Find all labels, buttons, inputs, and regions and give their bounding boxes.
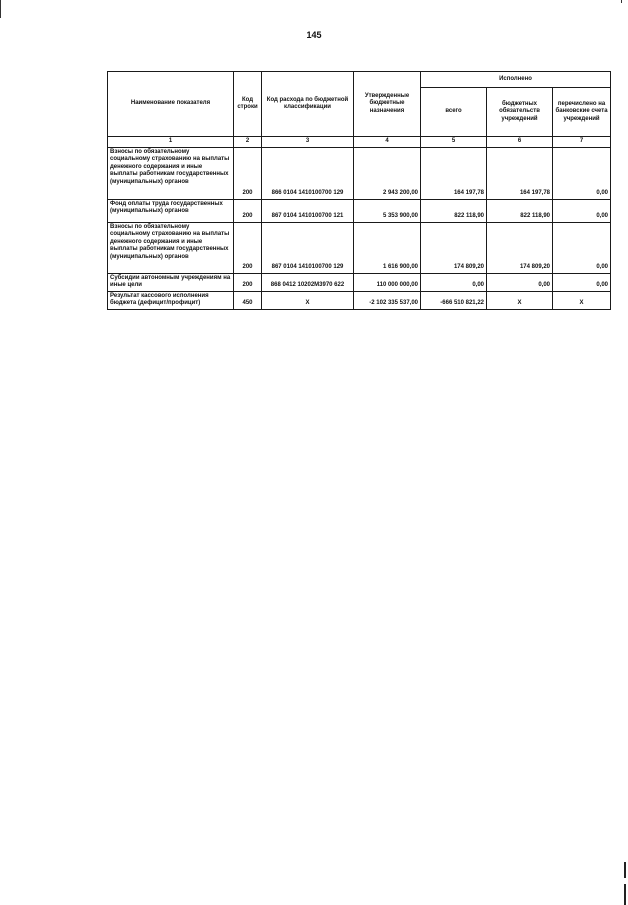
table-row [108, 222, 611, 273]
header-approved: Утвержденные бюджетные назначения [354, 72, 421, 137]
budget-execution-table [107, 71, 611, 310]
row-total: 164 197,78 [421, 147, 487, 199]
row-line-code: 200 [234, 222, 262, 273]
header-line-code: Код строки [234, 72, 262, 137]
row-total: 174 809,20 [421, 222, 487, 273]
col-number: 4 [354, 137, 421, 148]
page-number: 145 [306, 30, 322, 40]
row-approved: 110 000 000,00 [354, 273, 421, 291]
row-budget-code: 867 0104 1410100700 129 [262, 222, 354, 273]
col-number: 6 [487, 137, 553, 148]
row-approved: -2 102 335 537,00 [354, 291, 421, 309]
header-obligations: бюджетных обязательств учреждений [487, 88, 553, 137]
col-number: 3 [262, 137, 354, 148]
row-approved: 2 943 200,00 [354, 147, 421, 199]
row-obligations: 822 118,90 [487, 199, 553, 222]
col-number: 1 [108, 137, 234, 148]
row-line-code: 200 [234, 199, 262, 222]
row-line-code: 200 [234, 273, 262, 291]
row-obligations: 0,00 [487, 273, 553, 291]
scan-margin-mark [624, 884, 626, 905]
table-row [108, 199, 611, 222]
table-row [108, 147, 611, 199]
row-total: 822 118,90 [421, 199, 487, 222]
header-total: всего [421, 88, 487, 137]
row-budget-code: 866 0104 1410100700 129 [262, 147, 354, 199]
row-transferred: 0,00 [553, 199, 611, 222]
row-obligations: 164 197,78 [487, 147, 553, 199]
row-transferred: 0,00 [553, 273, 611, 291]
scan-margin-mark [624, 862, 626, 878]
header-name: Наименование показателя [108, 72, 234, 137]
row-transferred: X [553, 291, 611, 309]
row-name: Фонд оплаты труда государственных (муниципальных) органов [108, 199, 234, 222]
table-row [108, 291, 611, 309]
row-name: Взносы по обязательному социальному страхованию на выплаты денежного содержания и иные выплаты работникам государственных (муниципальных) органов [108, 222, 234, 273]
row-transferred: 0,00 [553, 147, 611, 199]
col-number: 5 [421, 137, 487, 148]
row-budget-code: X [262, 291, 354, 309]
row-budget-code: 867 0104 1410100700 121 [262, 199, 354, 222]
table-row [108, 273, 611, 291]
header-budget-code: Код расхода по бюджетной классификации [262, 72, 354, 137]
row-name: Взносы по обязательному социальному страхованию на выплаты денежного содержания и иные выплаты работникам государственных (муниципальных) органов [108, 147, 234, 199]
header-transferred: перечислено на банковские счета учреждений [553, 88, 611, 137]
row-transferred: 0,00 [553, 222, 611, 273]
row-approved: 1 616 900,00 [354, 222, 421, 273]
scan-edge-mark [0, 0, 1, 18]
row-name: Результат кассового исполнения бюджета (дефицит/профицит) [108, 291, 234, 309]
column-number-row [108, 137, 611, 148]
row-budget-code: 868 0412 10202M3970 622 [262, 273, 354, 291]
row-approved: 5 353 900,00 [354, 199, 421, 222]
row-name: Субсидии автономным учреждениям на иные цели [108, 273, 234, 291]
row-line-code: 450 [234, 291, 262, 309]
row-obligations: X [487, 291, 553, 309]
header-executed: Исполнено [421, 72, 611, 88]
col-number: 7 [553, 137, 611, 148]
col-number: 2 [234, 137, 262, 148]
row-obligations: 174 809,20 [487, 222, 553, 273]
row-total: 0,00 [421, 273, 487, 291]
row-total: -666 510 821,22 [421, 291, 487, 309]
scan-corner-mark [621, 0, 622, 3]
row-line-code: 200 [234, 147, 262, 199]
